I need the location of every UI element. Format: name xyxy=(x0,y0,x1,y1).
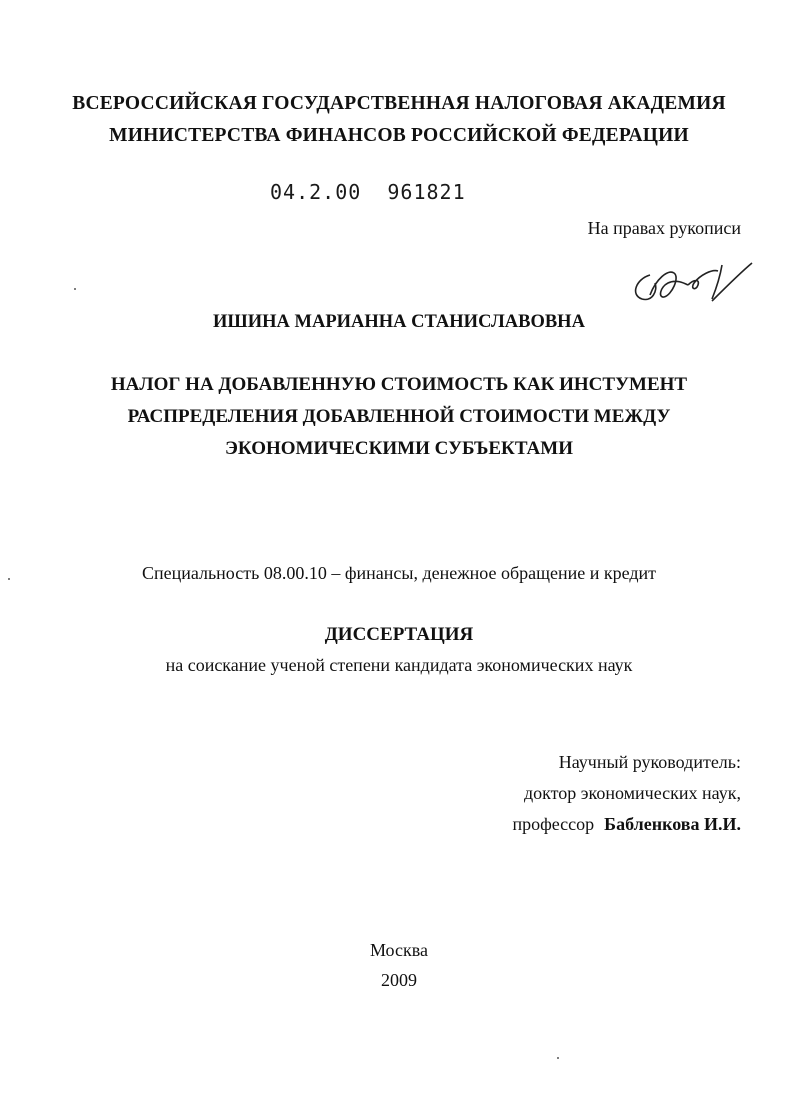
document-type: ДИССЕРТАЦИЯ xyxy=(324,624,474,645)
thesis-title-line-1: НАЛОГ НА ДОБАВЛЕННУЮ СТОИМОСТЬ КАК ИНСТУМЕНТ xyxy=(110,374,688,395)
academy-name-line-1: ВСЕРОССИЙСКАЯ ГОСУДАРСТВЕННАЯ НАЛОГОВАЯ АКАДЕМИЯ xyxy=(72,93,726,114)
library-stamp-number: 04.2.00 961821 xyxy=(270,180,466,204)
specialty-line: Специальность 08.00.10 – финансы, денежное обращение и кредит xyxy=(141,563,657,583)
author-signature xyxy=(628,255,758,307)
author-name: ИШИНА МАРИАННА СТАНИСЛАВОВНА xyxy=(213,312,585,332)
supervisor-name: Бабленкова И.И. xyxy=(604,814,741,834)
scan-speck xyxy=(8,578,10,580)
manuscript-note: На правах рукописи xyxy=(587,218,741,238)
supervisor-rank-name xyxy=(512,814,741,835)
supervisor-rank: профессор xyxy=(512,814,595,834)
academy-name-line-2: МИНИСТЕРСТВА ФИНАНСОВ РОССИЙСКОЙ ФЕДЕРАЦИИ xyxy=(109,125,689,146)
thesis-title-line-3: ЭКОНОМИЧЕСКИМИ СУБЪЕКТАМИ xyxy=(225,438,573,459)
scan-speck xyxy=(557,1057,559,1059)
thesis-title-line-2: РАСПРЕДЕЛЕНИЯ ДОБАВЛЕННОЙ СТОИМОСТИ МЕЖДУ xyxy=(127,406,671,427)
supervisor-degree: доктор экономических наук, xyxy=(524,783,741,803)
year: 2009 xyxy=(381,970,417,990)
degree-line: на соискание ученой степени кандидата экономических наук xyxy=(165,655,633,675)
city: Москва xyxy=(370,940,428,960)
scan-speck xyxy=(74,288,76,290)
supervisor-label: Научный руководитель: xyxy=(558,752,741,772)
